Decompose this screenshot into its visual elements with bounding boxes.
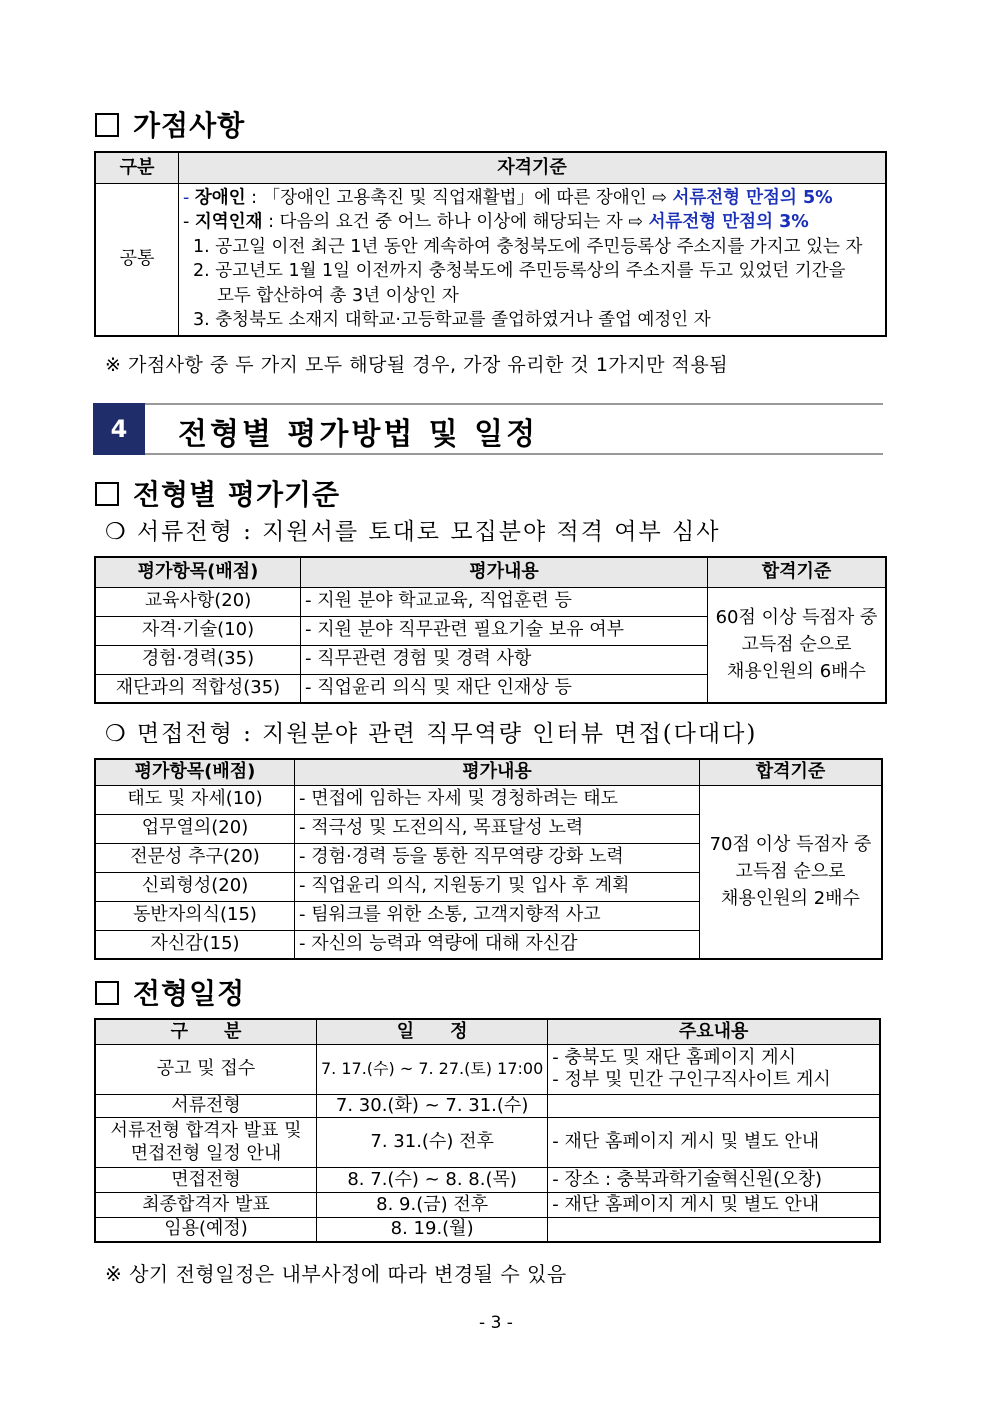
requirement-1: 1. 공고일 이전 최근 1년 동안 계속하여 충청북도에 주민등록상 주소지를 가지고 있는 자 [193,236,863,257]
int-content: - 면접에 임하는 자세 및 경청하려는 태도 [295,785,700,814]
page-number: - 3 - [479,1313,513,1333]
sched-details: - 충북도 및 재단 홈페이지 게시 - 정부 및 민간 구인구직사이트 게시 [548,1044,880,1094]
doc-content: - 지원 분야 직무관련 필요기술 보유 여부 [301,616,708,645]
int-col-pass: 합격기준 [700,759,883,785]
interview-subtitle: ❍ 면접전형 : 지원분야 관련 직무역량 인터뷰 면접(다대다) [105,721,758,747]
int-content: - 경험·경력 등을 통한 직무역량 강화 노력 [295,843,700,872]
int-item: 전문성 추구(20) [95,843,295,872]
sched-details: - 재단 홈페이지 게시 및 별도 안내 [548,1193,880,1218]
bonus-heading: 가점사항 [95,104,245,144]
sched-date: 7. 17.(수) ~ 7. 27.(토) 17:00 [317,1044,548,1094]
doc-item: 경험·경력(35) [95,645,301,674]
int-item: 신뢰형성(20) [95,872,295,901]
section-title: 전형별 평가방법 및 일정 [178,417,539,452]
sched-stage: 임용(예정) [95,1218,317,1242]
int-item: 동반자의식(15) [95,901,295,930]
int-content: - 적극성 및 도전의식, 목표달성 노력 [295,814,700,843]
doc-content: - 직무관련 경험 및 경력 사항 [301,645,708,674]
bonus-criteria-cell [179,183,887,336]
int-item: 자신감(15) [95,930,295,959]
sched-date: 7. 30.(화) ~ 7. 31.(수) [317,1094,548,1118]
sched-date: 7. 31.(수) 전후 [317,1118,548,1168]
section-number: 4 [93,403,145,455]
sched-stage: 면접전형 [95,1168,317,1193]
int-item: 태도 및 자세(10) [95,785,295,814]
sched-stage: 서류전형 [95,1094,317,1118]
int-item: 업무열의(20) [95,814,295,843]
sched-col-stage: 구 분 [95,1019,317,1044]
sched-col-details: 주요내용 [548,1019,880,1044]
row-category: 공통 [95,183,179,336]
sched-date: 8. 19.(월) [317,1218,548,1242]
criteria-heading: 전형별 평가기준 [95,473,340,513]
doc-content: - 지원 분야 학교교육, 직업훈련 등 [301,587,708,616]
doc-col-content: 평가내용 [301,557,708,587]
requirement-2: 2. 공고년도 1월 1일 이전까지 충청북도에 주민등록상의 주소지를 두고 있었던 기간을 [193,261,846,281]
doc-col-pass: 합격기준 [708,557,887,587]
requirement-3: 3. 충청북도 소재지 대학교·고등학교를 졸업하였거나 졸업 예정인 자 [193,310,711,330]
checkbox-square-icon [95,113,119,137]
int-content: - 팀워크를 위한 소통, 고객지향적 사고 [295,901,700,930]
bonus-note: ※ 가점사항 중 두 가지 모두 해당될 경우, 가장 유리한 것 1가지만 적용됨 [105,354,729,376]
doc-pass-criteria: 60점 이상 득점자 중 고득점 순으로 채용인원의 6배수 [708,587,887,703]
int-pass-criteria: 70점 이상 득점자 중 고득점 순으로 채용인원의 2배수 [700,785,883,959]
schedule-table [94,1018,881,1243]
doc-item: 재단과의 적합성(35) [95,674,301,703]
doc-item: 교육사항(20) [95,587,301,616]
section-bottom-line [145,453,883,455]
sched-details: - 재단 홈페이지 게시 및 별도 안내 [548,1118,880,1168]
int-content: - 직업윤리 의식, 지원동기 및 입사 후 계획 [295,872,700,901]
sched-details: - 장소 : 충북과학기술혁신원(오창) [548,1168,880,1193]
sched-stage: 서류전형 합격자 발표 및 면접전형 일정 안내 [95,1118,317,1168]
bonus-table [94,151,887,337]
schedule-heading: 전형일정 [95,972,245,1012]
schedule-note: ※ 상기 전형일정은 내부사정에 따라 변경될 수 있음 [105,1262,567,1286]
doc-content: - 직업윤리 의식 및 재단 인재상 등 [301,674,708,703]
interview-criteria-table [94,758,883,960]
col-category: 구분 [95,152,179,183]
doc-col-item: 평가항목(배점) [95,557,301,587]
disabled-line: - 장애인 : 「장애인 고용촉진 및 직업재활법」에 따른 장애인 ⇨ 서류전형 만점의 5% [183,187,833,208]
doc-screening-subtitle: ❍ 서류전형 : 지원서를 토대로 모집분야 적격 여부 심사 [105,519,721,545]
sched-date: 8. 7.(수) ~ 8. 8.(목) [317,1168,548,1193]
doc-criteria-table [94,556,887,704]
sched-stage: 공고 및 접수 [95,1044,317,1094]
checkbox-square-icon [95,482,119,506]
doc-item: 자격·기술(10) [95,616,301,645]
sched-col-date: 일 정 [317,1019,548,1044]
local-line: - 지역인재 : 다음의 요건 중 어느 하나 이상에 해당되는 자 ⇨ 서류전형 만점의 3% [183,212,809,232]
section-top-line [145,403,883,405]
sched-details [548,1094,880,1118]
int-col-item: 평가항목(배점) [95,759,295,785]
checkbox-square-icon [95,981,119,1005]
int-col-content: 평가내용 [295,759,700,785]
requirement-2-cont: 모두 합산하여 총 3년 이상인 자 [217,285,459,306]
sched-details [548,1218,880,1242]
int-content: - 자신의 능력과 역량에 대해 자신감 [295,930,700,959]
sched-stage: 최종합격자 발표 [95,1193,317,1218]
sched-date: 8. 9.(금) 전후 [317,1193,548,1218]
col-criteria: 자격기준 [179,152,887,183]
